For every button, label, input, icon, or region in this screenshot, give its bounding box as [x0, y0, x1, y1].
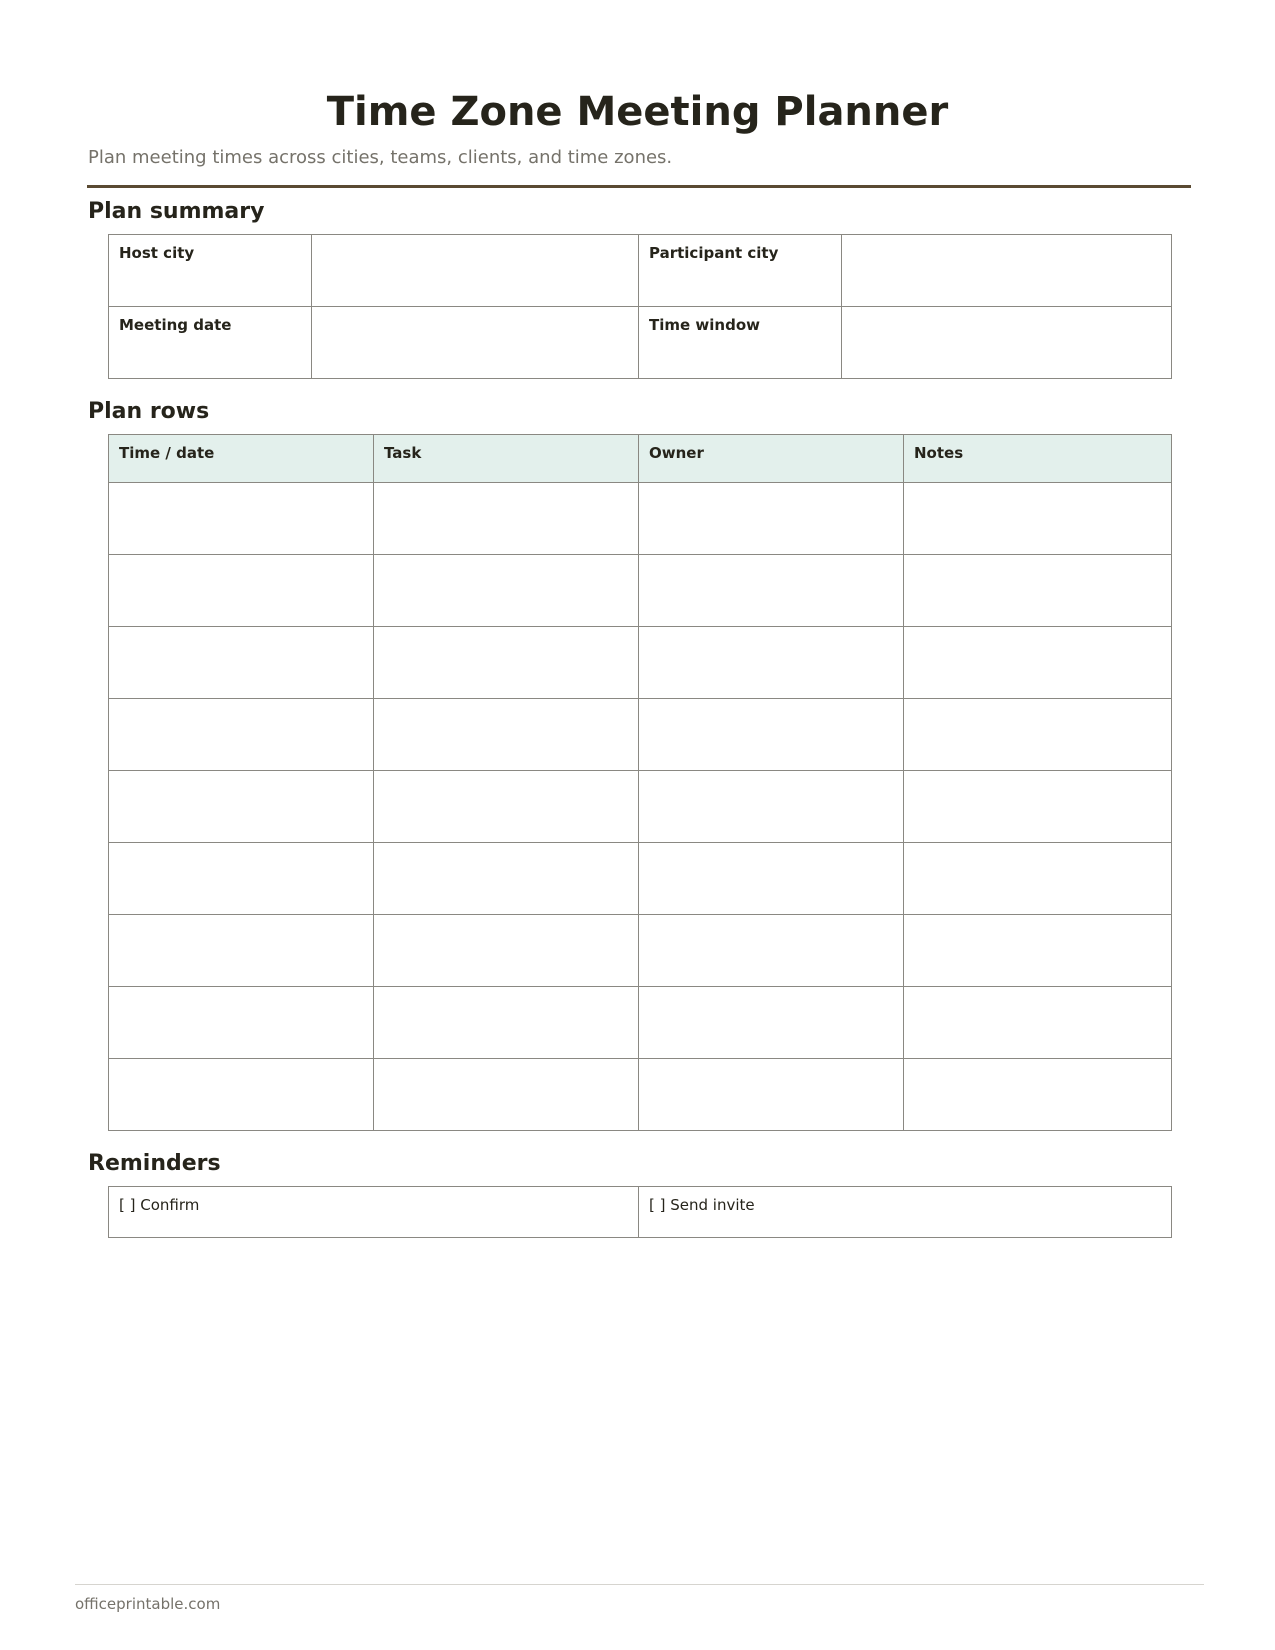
time-date-cell[interactable]: [109, 843, 374, 915]
owner-cell[interactable]: [639, 987, 904, 1059]
reminder-send-invite-checkbox[interactable]: [ ] Send invite: [639, 1187, 1172, 1238]
owner-cell[interactable]: [639, 915, 904, 987]
time-date-cell[interactable]: [109, 915, 374, 987]
owner-cell[interactable]: [639, 771, 904, 843]
time-window-label: Time window: [639, 307, 842, 379]
notes-cell[interactable]: [904, 1059, 1172, 1131]
summary-heading: Plan summary: [88, 199, 265, 224]
table-row: [109, 915, 1172, 987]
table-header-row: [109, 435, 1172, 483]
summary-table: [108, 234, 1172, 379]
task-cell[interactable]: [374, 699, 639, 771]
task-cell[interactable]: [374, 555, 639, 627]
task-cell[interactable]: [374, 915, 639, 987]
time-date-cell[interactable]: [109, 699, 374, 771]
column-header-task: Task: [374, 435, 639, 483]
column-header-notes: Notes: [904, 435, 1172, 483]
notes-cell[interactable]: [904, 627, 1172, 699]
time-date-cell[interactable]: [109, 627, 374, 699]
task-cell[interactable]: [374, 627, 639, 699]
table-row: [109, 843, 1172, 915]
participant-city-label: Participant city: [639, 235, 842, 307]
reminders-table: [108, 1186, 1172, 1238]
owner-cell[interactable]: [639, 699, 904, 771]
time-date-cell[interactable]: [109, 987, 374, 1059]
notes-cell[interactable]: [904, 483, 1172, 555]
time-date-cell[interactable]: [109, 771, 374, 843]
page-subtitle: Plan meeting times across cities, teams, clients, and time zones.: [88, 147, 673, 168]
notes-cell[interactable]: [904, 843, 1172, 915]
notes-cell[interactable]: [904, 987, 1172, 1059]
task-cell[interactable]: [374, 771, 639, 843]
reminders-heading: Reminders: [88, 1151, 221, 1176]
time-date-cell[interactable]: [109, 1059, 374, 1131]
time-date-cell[interactable]: [109, 555, 374, 627]
table-row: [109, 555, 1172, 627]
time-window-field[interactable]: [842, 307, 1172, 379]
page-title: Time Zone Meeting Planner: [326, 89, 949, 135]
meeting-date-field[interactable]: [312, 307, 639, 379]
table-row: [109, 1059, 1172, 1131]
plan-rows-table: [108, 434, 1172, 1131]
task-cell[interactable]: [374, 483, 639, 555]
notes-cell[interactable]: [904, 555, 1172, 627]
reminder-confirm-checkbox[interactable]: [ ] Confirm: [109, 1187, 639, 1238]
owner-cell[interactable]: [639, 1059, 904, 1131]
column-header-owner: Owner: [639, 435, 904, 483]
host-city-label: Host city: [109, 235, 312, 307]
table-row: [109, 483, 1172, 555]
task-cell[interactable]: [374, 1059, 639, 1131]
owner-cell[interactable]: [639, 483, 904, 555]
notes-cell[interactable]: [904, 771, 1172, 843]
owner-cell[interactable]: [639, 555, 904, 627]
footer-divider: [75, 1584, 1204, 1585]
plan-rows-heading: Plan rows: [88, 399, 210, 424]
notes-cell[interactable]: [904, 699, 1172, 771]
table-row: [109, 699, 1172, 771]
time-date-cell[interactable]: [109, 483, 374, 555]
meeting-date-label: Meeting date: [109, 307, 312, 379]
table-row: [109, 627, 1172, 699]
task-cell[interactable]: [374, 843, 639, 915]
footer-source-text: officeprintable.com: [75, 1595, 221, 1613]
column-header-time-date: Time / date: [109, 435, 374, 483]
owner-cell[interactable]: [639, 627, 904, 699]
task-cell[interactable]: [374, 987, 639, 1059]
notes-cell[interactable]: [904, 915, 1172, 987]
owner-cell[interactable]: [639, 843, 904, 915]
title-divider: [87, 185, 1191, 188]
participant-city-field[interactable]: [842, 235, 1172, 307]
host-city-field[interactable]: [312, 235, 639, 307]
table-row: [109, 987, 1172, 1059]
table-row: [109, 771, 1172, 843]
